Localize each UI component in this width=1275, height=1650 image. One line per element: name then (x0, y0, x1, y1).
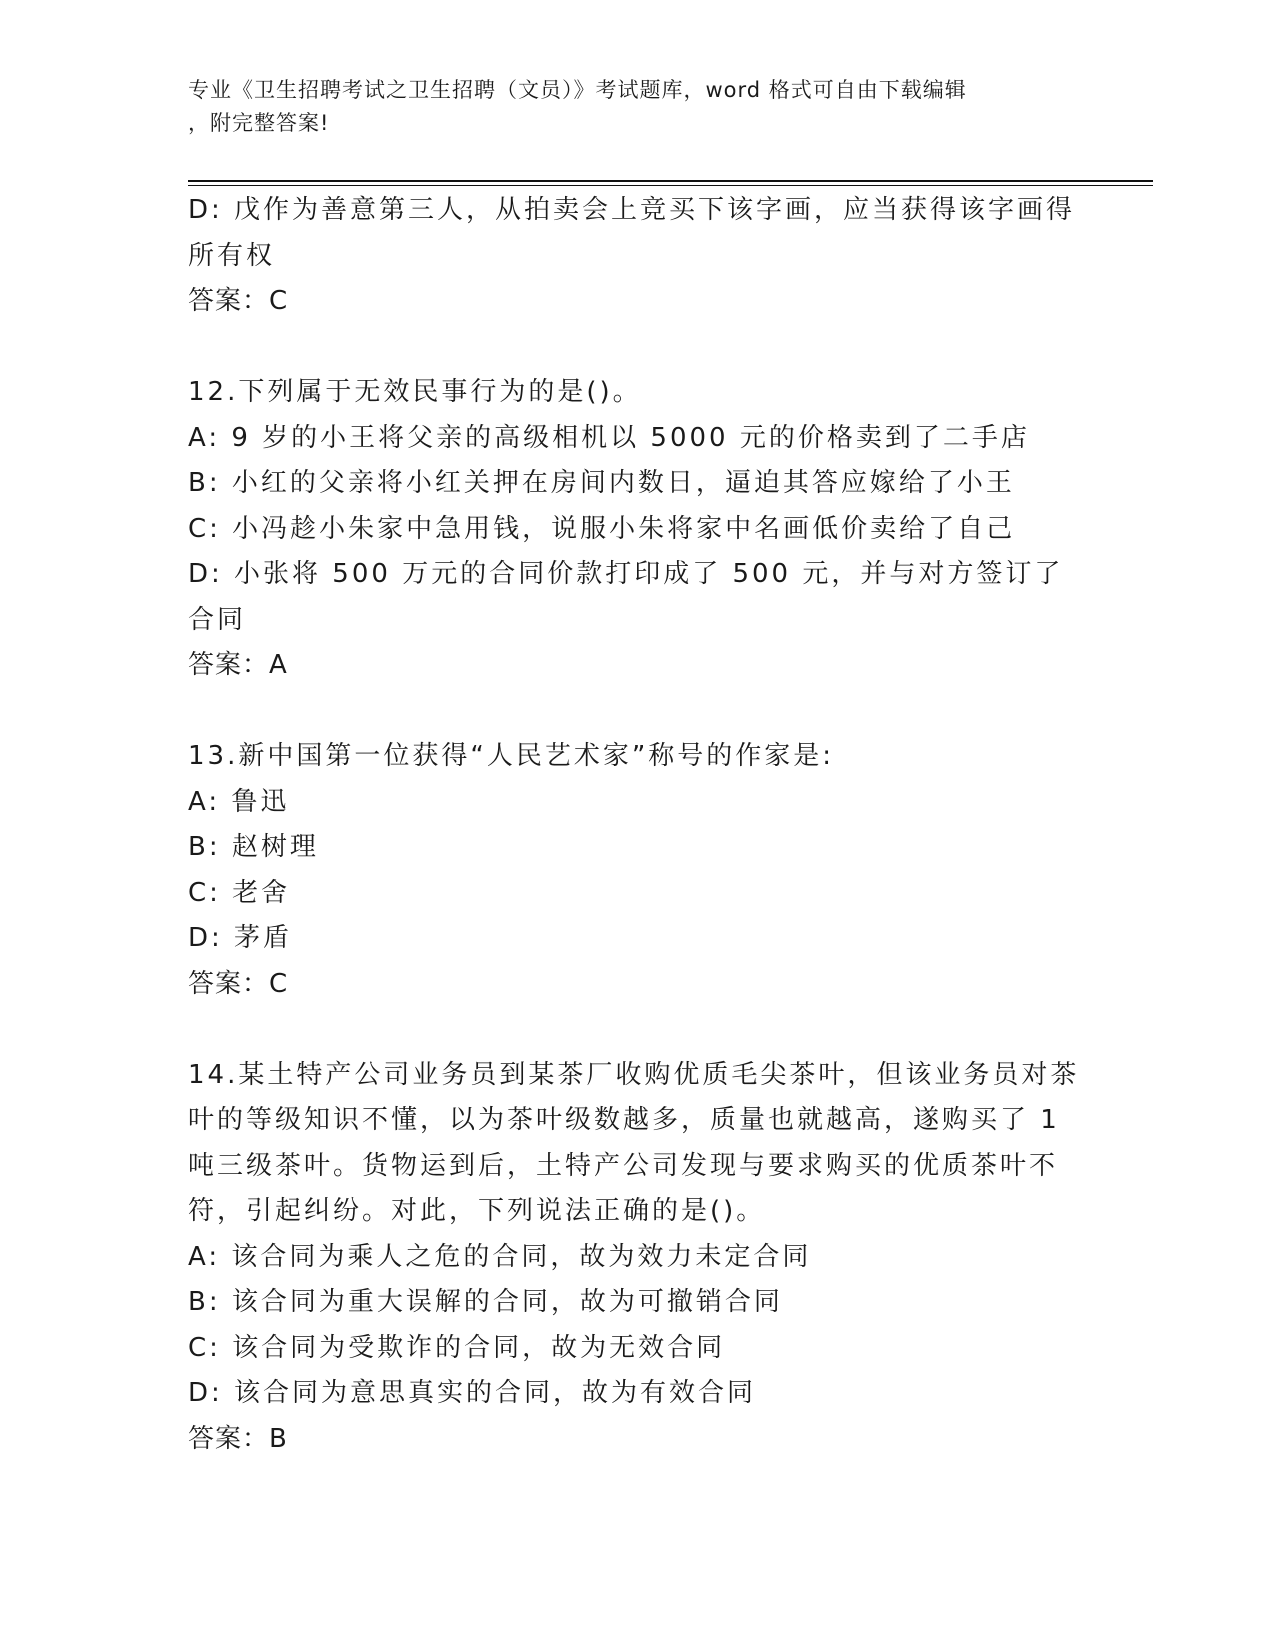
option-c: C: 老舍 (188, 877, 291, 908)
question-stem-line-4: 符，引起纠纷。对此，下列说法正确的是()。 (188, 1196, 766, 1226)
question-12 (188, 370, 1088, 689)
question-stem: 13.新中国第一位获得“人民艺术家”称号的作家是: (188, 741, 835, 771)
option-a: A: 该合同为乘人之危的合同，故为效力未定合同 (188, 1241, 812, 1272)
option-d: D: 小张将 500 万元的合同价款打印成了 500 元，并与对方签订了合同 (188, 559, 1064, 635)
header-divider-thin (188, 185, 1153, 186)
option-b: B: 赵树理 (188, 832, 319, 862)
question-stem: 12.下列属于无效民事行为的是()。 (188, 377, 642, 407)
option-d-line-2: 所有权 (188, 240, 276, 271)
option-b: B: 小红的父亲将小红关押在房间内数日，逼迫其答应嫁给了小王 (188, 468, 1015, 498)
question-list (188, 188, 1088, 1462)
option-b: B: 该合同为重大误解的合同，故为可撤销合同 (188, 1287, 783, 1317)
option-d-line-1: D: 戊作为善意第三人，从拍卖会上竞买下该字画，应当获得该字画得 (188, 195, 1076, 225)
option-d: D: 茅盾 (188, 923, 293, 953)
question-stem-line-2: 叶的等级知识不懂，以为茶叶级数越多，质量也就越高，遂购买了 1 (188, 1105, 1060, 1135)
document-header (188, 74, 1088, 140)
spacer (188, 1007, 1088, 1053)
question-stem-line-3: 吨三级茶叶。货物运到后，土特产公司发现与要求购买的优质茶叶不 (188, 1150, 1059, 1181)
carryover-question-11 (188, 188, 1088, 325)
option-a: A: 9 岁的小王将父亲的高级相机以 5000 元的价格卖到了二手店 (188, 422, 1030, 453)
question-13 (188, 734, 1088, 1007)
answer-line: 答案：C (188, 968, 289, 999)
spacer (188, 325, 1088, 371)
answer-line: 答案：B (188, 1423, 288, 1454)
option-c: C: 该合同为受欺诈的合同，故为无效合同 (188, 1332, 726, 1363)
answer-line: 答案：A (188, 650, 288, 680)
header-divider-thick (188, 180, 1153, 182)
header-line-1: 专业《卫生招聘考试之卫生招聘（文员）》考试题库，word 格式可自由下载编辑 (188, 78, 967, 102)
spacer (188, 689, 1088, 735)
option-c: C: 小冯趁小朱家中急用钱，说服小朱将家中名画低价卖给了自己 (188, 513, 1016, 544)
question-14 (188, 1053, 1088, 1463)
answer-line: 答案：C (188, 286, 289, 316)
header-line-2: ，附完整答案! (188, 111, 330, 135)
option-d: D: 该合同为意思真实的合同，故为有效合同 (188, 1378, 757, 1408)
question-stem-line-1: 14.某土特产公司业务员到某茶厂收购优质毛尖茶叶，但该业务员对茶 (188, 1059, 1080, 1090)
option-a: A: 鲁迅 (188, 786, 290, 817)
